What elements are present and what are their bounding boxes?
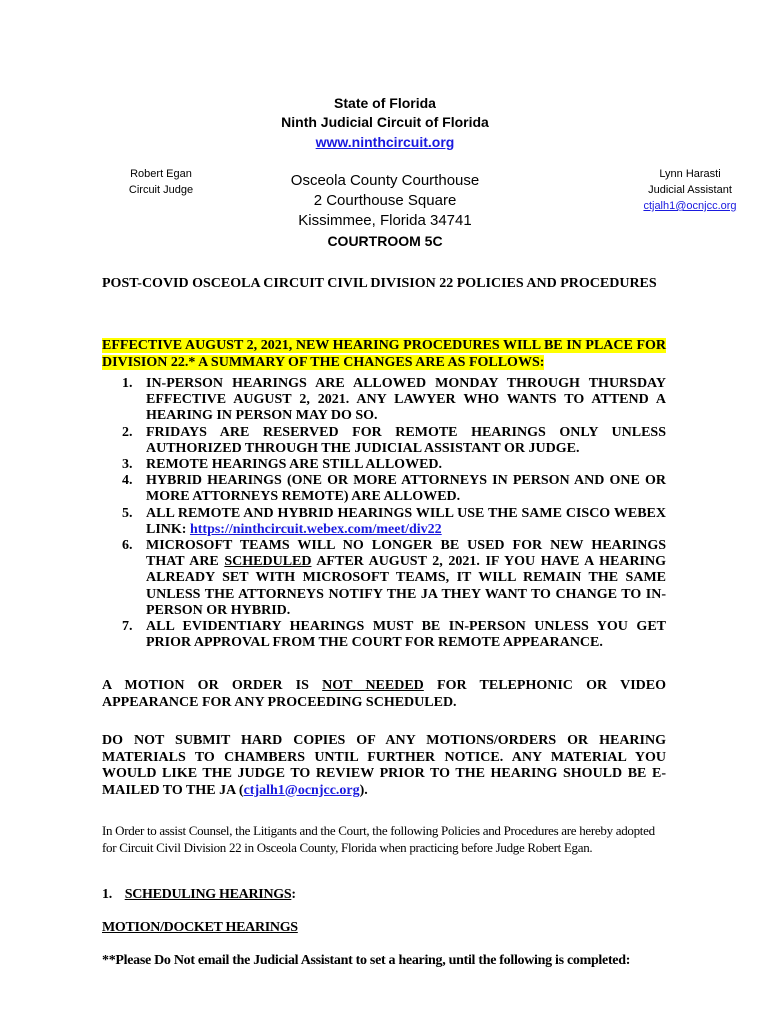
courthouse-city: Kissimmee, Florida 34741 [298,212,472,229]
list-item: 3. REMOTE HEARINGS ARE STILL ALLOWED. [122,457,443,473]
document-title: POST-COVID OSCEOLA CIRCUIT CIVIL DIVISION 22 POLICIES AND PROCEDURES [102,276,657,291]
hardcopy-notice: DO NOT SUBMIT HARD COPIES OF ANY MOTIONS/ORDERS OR HEARING MATERIALS TO CHAMBERS UNTIL FURTHER NOTICE. ANY MATERIAL YOU WOULD LIKE THE JUDGE TO REVIEW PRIOR TO THE HEARING SHOULD BE E-MAILED TO THE JA (ctjalh1@ocnjcc.org). [102,733,666,798]
webex-link[interactable]: https://ninthcircuit.webex.com/meet/div22 [189,521,442,537]
website-link[interactable]: www.ninthcircuit.org [315,134,455,150]
not-needed-underline: NOT NEEDED [322,678,424,693]
list-item: 6. MICROSOFT TEAMS WILL NO LONGER BE USED FOR NEW HEARINGS THAT ARE SCHEDULED AFTER AUGUST 2, 2021. IF YOU HAVE A HEARING ALREADY SET WITH MICROSOFT TEAMS, IT WILL REMAIN THE SAME UNLESS THE ATTORNEYS NOTIFY THE JA THEY WANT TO CHANGE TO IN-PERSON OR HYBRID. [122,538,667,618]
effective-notice [102,338,666,371]
judge-name: Robert Egan [130,168,192,180]
state-name: State of Florida [334,95,436,111]
section-heading: 1. SCHEDULING HEARINGS: [102,887,296,902]
motion-notice: A MOTION OR ORDER IS NOT NEEDED FOR TELEPHONIC OR VIDEO APPEARANCE FOR ANY PROCEEDING SCHEDULED. [102,678,666,710]
scheduled-underline: SCHEDULED [224,554,312,570]
list-item: 5. ALL REMOTE AND HYBRID HEARINGS WILL USE THE SAME CISCO WEBEX LINK: https://ninthcircuit.webex.com/meet/div22 [122,505,666,537]
assistant-block [620,166,760,214]
judge-title: Circuit Judge [128,184,194,196]
courthouse-name: Osceola County Courthouse [290,172,480,189]
effective-highlight: EFFECTIVE AUGUST 2, 2021, NEW HEARING PROCEDURES WILL BE IN PLACE FOR DIVISION 22.* A SUMMARY OF THE CHANGES ARE AS FOLLOWS: [102,338,666,370]
list-item: 7. ALL EVIDENTIARY HEARINGS MUST BE IN-PERSON UNLESS YOU GET PRIOR APPROVAL FROM THE COURT FOR REMOTE APPEARANCE. [122,619,666,651]
changes-list [102,376,666,651]
list-item: 1. IN-PERSON HEARINGS ARE ALLOWED MONDAY THROUGH THURSDAY EFFECTIVE AUGUST 2, 2021. ANY LAWYER WHO WANTS TO ATTEND A HEARING IN PERSON MAY DO SO. [122,376,666,424]
circuit-name: Ninth Judicial Circuit of Florida [281,114,489,130]
courtroom: COURTROOM 5C [327,233,443,249]
assistant-name: Lynn Harasti [659,168,721,180]
assistant-email-link[interactable]: ctjalh1@ocnjcc.org [643,200,737,212]
list-item: 2. FRIDAYS ARE RESERVED FOR REMOTE HEARINGS ONLY UNLESS AUTHORIZED THROUGH THE JUDICIAL ASSISTANT OR JUDGE. [122,424,666,456]
courthouse-street: 2 Courthouse Square [313,192,457,209]
ja-email-link[interactable]: ctjalh1@ocnjcc.org [243,782,360,798]
subsection-heading: MOTION/DOCKET HEARINGS [102,920,298,935]
assistant-title: Judicial Assistant [648,184,732,196]
scheduling-note: **Please Do Not email the Judicial Assistant to set a hearing, until the following is completed: [102,953,631,968]
list-item: 4. HYBRID HEARINGS (ONE OR MORE ATTORNEYS IN PERSON AND ONE OR MORE ATTORNEYS REMOTE) ARE ALLOWED. [122,473,666,505]
intro-paragraph: In Order to assist Counsel, the Litigants and the Court, the following Policies and Procedures are hereby adopted for Circuit Civil Division 22 in Osceola County, Florida when practicing before Judge Robert Egan. [102,823,655,855]
